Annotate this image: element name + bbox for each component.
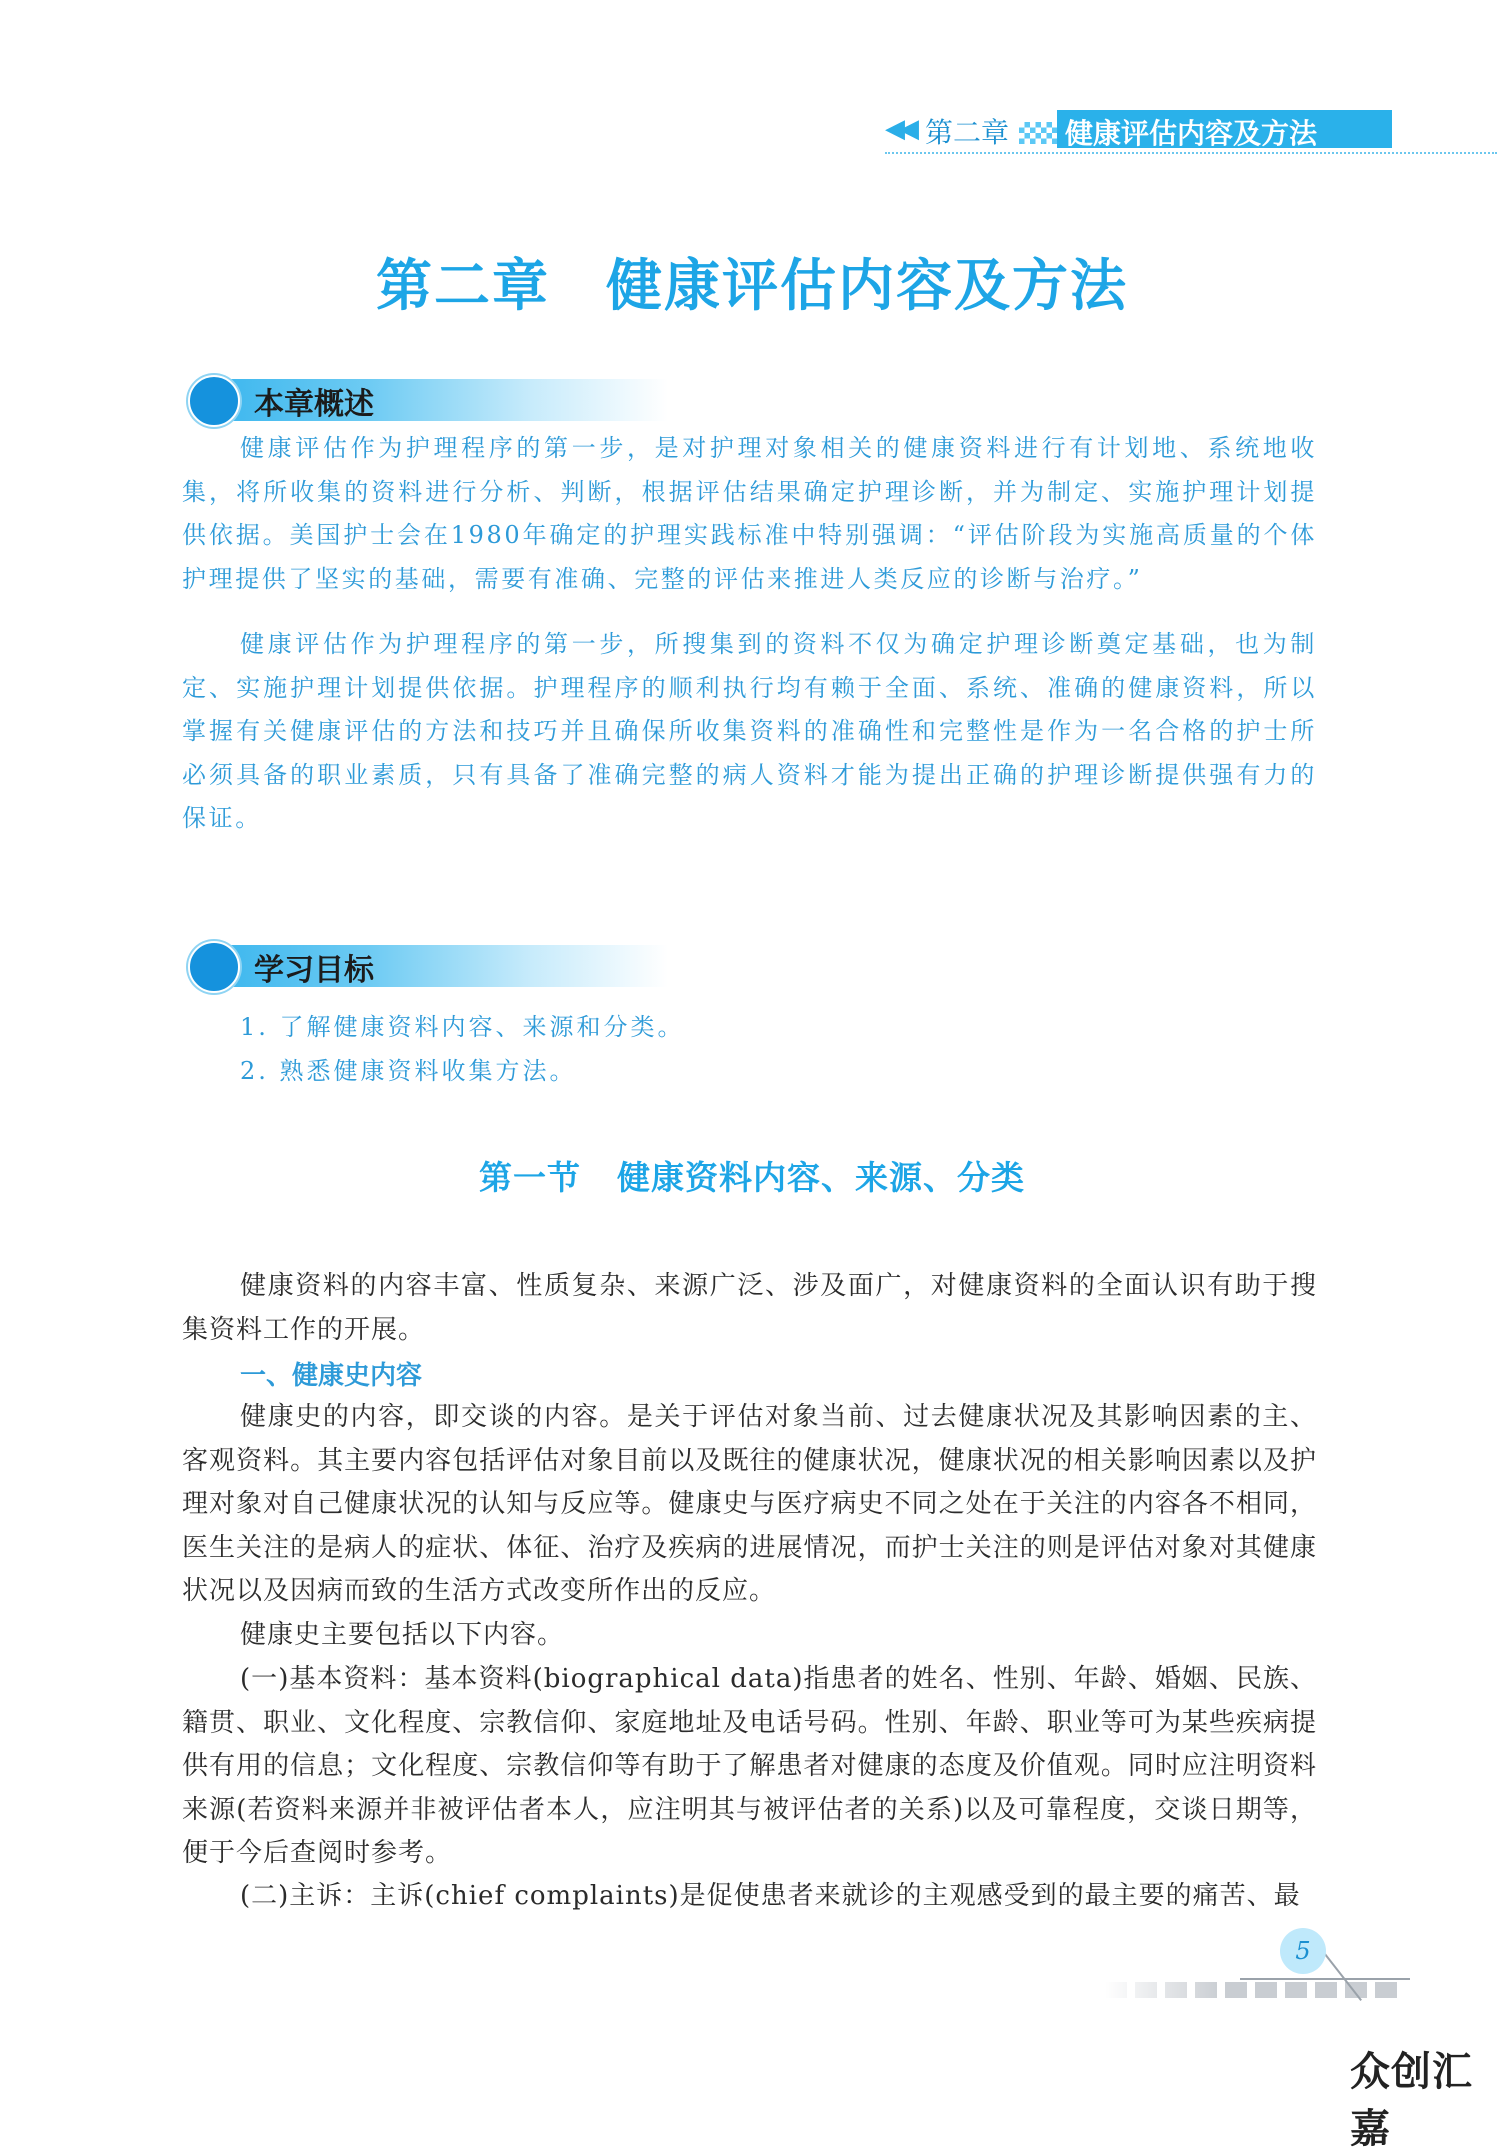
goals-heading: 学习目标 xyxy=(254,953,374,988)
header-title: 健康评估内容及方法 xyxy=(1065,117,1318,150)
section-title xyxy=(0,1152,1504,1199)
checker-pattern-decoration xyxy=(1019,122,1059,144)
body-paragraph: (二)主诉：主诉(chief complaints)是促使患者来就诊的主观感受到的最主要的痛苦、最 xyxy=(240,1881,1301,1911)
body-intro-paragraph: 健康资料的内容丰富、性质复杂、来源广泛、涉及面广，对健康资料的全面认识有助于搜集资料工作的开展。 xyxy=(182,1271,1317,1345)
chapter-name: 健康评估内容及方法 xyxy=(606,253,1128,319)
chapter-number: 第二章 xyxy=(376,253,550,319)
header-chapter-label: 第二章 xyxy=(925,116,1010,149)
footer-rule xyxy=(1240,1978,1410,1980)
chapter-title xyxy=(0,242,1504,322)
overview-paragraph-2: 健康评估作为护理程序的第一步，所搜集到的资料不仅为确定护理诊断奠定基础，也为制定、实施护理计划提供依据。护理程序的顺利执行均有赖于全面、系统、准确的健康资料，所以掌握有关健康评估的方法和技巧并且确保所收集资料的准确性和完整性是作为一名合格的护士所必须具备的职业素质，只有具备了准确完整的病人资料才能为提出正确的护理诊断提供强有力的保证。 xyxy=(182,630,1317,833)
header-dotted-rule xyxy=(885,152,1497,154)
body-paragraph: (一)基本资料：基本资料(biographical data)指患者的姓名、性别、年龄、婚姻、民族、籍贯、职业、文化程度、宗教信仰、家庭地址及电话号码。性别、年龄、职业等可为某些疾病提供有用的信息；文化程度、宗教信仰等有助于了解患者对健康的态度及价值观。同时应注明资料来源(若资料来源并非被评估者本人，应注明其与被评估者的关系)以及可靠程度，交谈日期等，便于今后查阅时参考。 xyxy=(182,1664,1317,1868)
subheading-health-history: 一、健康史内容 xyxy=(240,1361,423,1391)
section-name: 健康资料内容、来源、分类 xyxy=(617,1158,1025,1197)
goals-banner xyxy=(188,940,668,992)
overview-paragraph-1: 健康评估作为护理程序的第一步，是对护理对象相关的健康资料进行有计划地、系统地收集，将所收集的资料进行分析、判断，根据评估结果确定护理诊断，并为制定、实施护理计划提供依据。美国护士会在1980年确定的护理实践标准中特别强调：“评估阶段为实施高质量的个体护理提供了坚实的基础，需要有准确、完整的评估来推进人类反应的诊断与治疗。” xyxy=(182,434,1317,593)
circle-bullet-icon xyxy=(188,375,240,427)
page-number: 5 xyxy=(1280,1928,1326,1974)
body-paragraph: 健康史的内容，即交谈的内容。是关于评估对象当前、过去健康状况及其影响因素的主、客观资料。其主要内容包括评估对象目前以及既往的健康状况，健康状况的相关影响因素以及护理对象对自己健康状况的认知与反应等。健康史与医疗病史不同之处在于关注的内容各不相同，医生关注的是病人的症状、体征、治疗及疾病的进展情况，而护士关注的则是评估对象对其健康状况以及因病而致的生活方式改变所作出的反应。 xyxy=(182,1402,1317,1606)
goal-item: 1. 了解健康资料内容、来源和分类。 xyxy=(240,1013,685,1041)
goal-item: 2. 熟悉健康资料收集方法。 xyxy=(240,1057,577,1085)
overview-heading: 本章概述 xyxy=(254,387,374,422)
circle-bullet-icon xyxy=(188,941,240,993)
watermark: 众创汇嘉 xyxy=(1350,2049,1473,2152)
running-header xyxy=(885,108,1504,152)
double-chevron-left-icon: ◀◀ xyxy=(885,114,913,144)
body-paragraph: 健康史主要包括以下内容。 xyxy=(240,1620,565,1650)
overview-banner xyxy=(188,374,668,426)
section-number: 第一节 xyxy=(479,1158,581,1197)
